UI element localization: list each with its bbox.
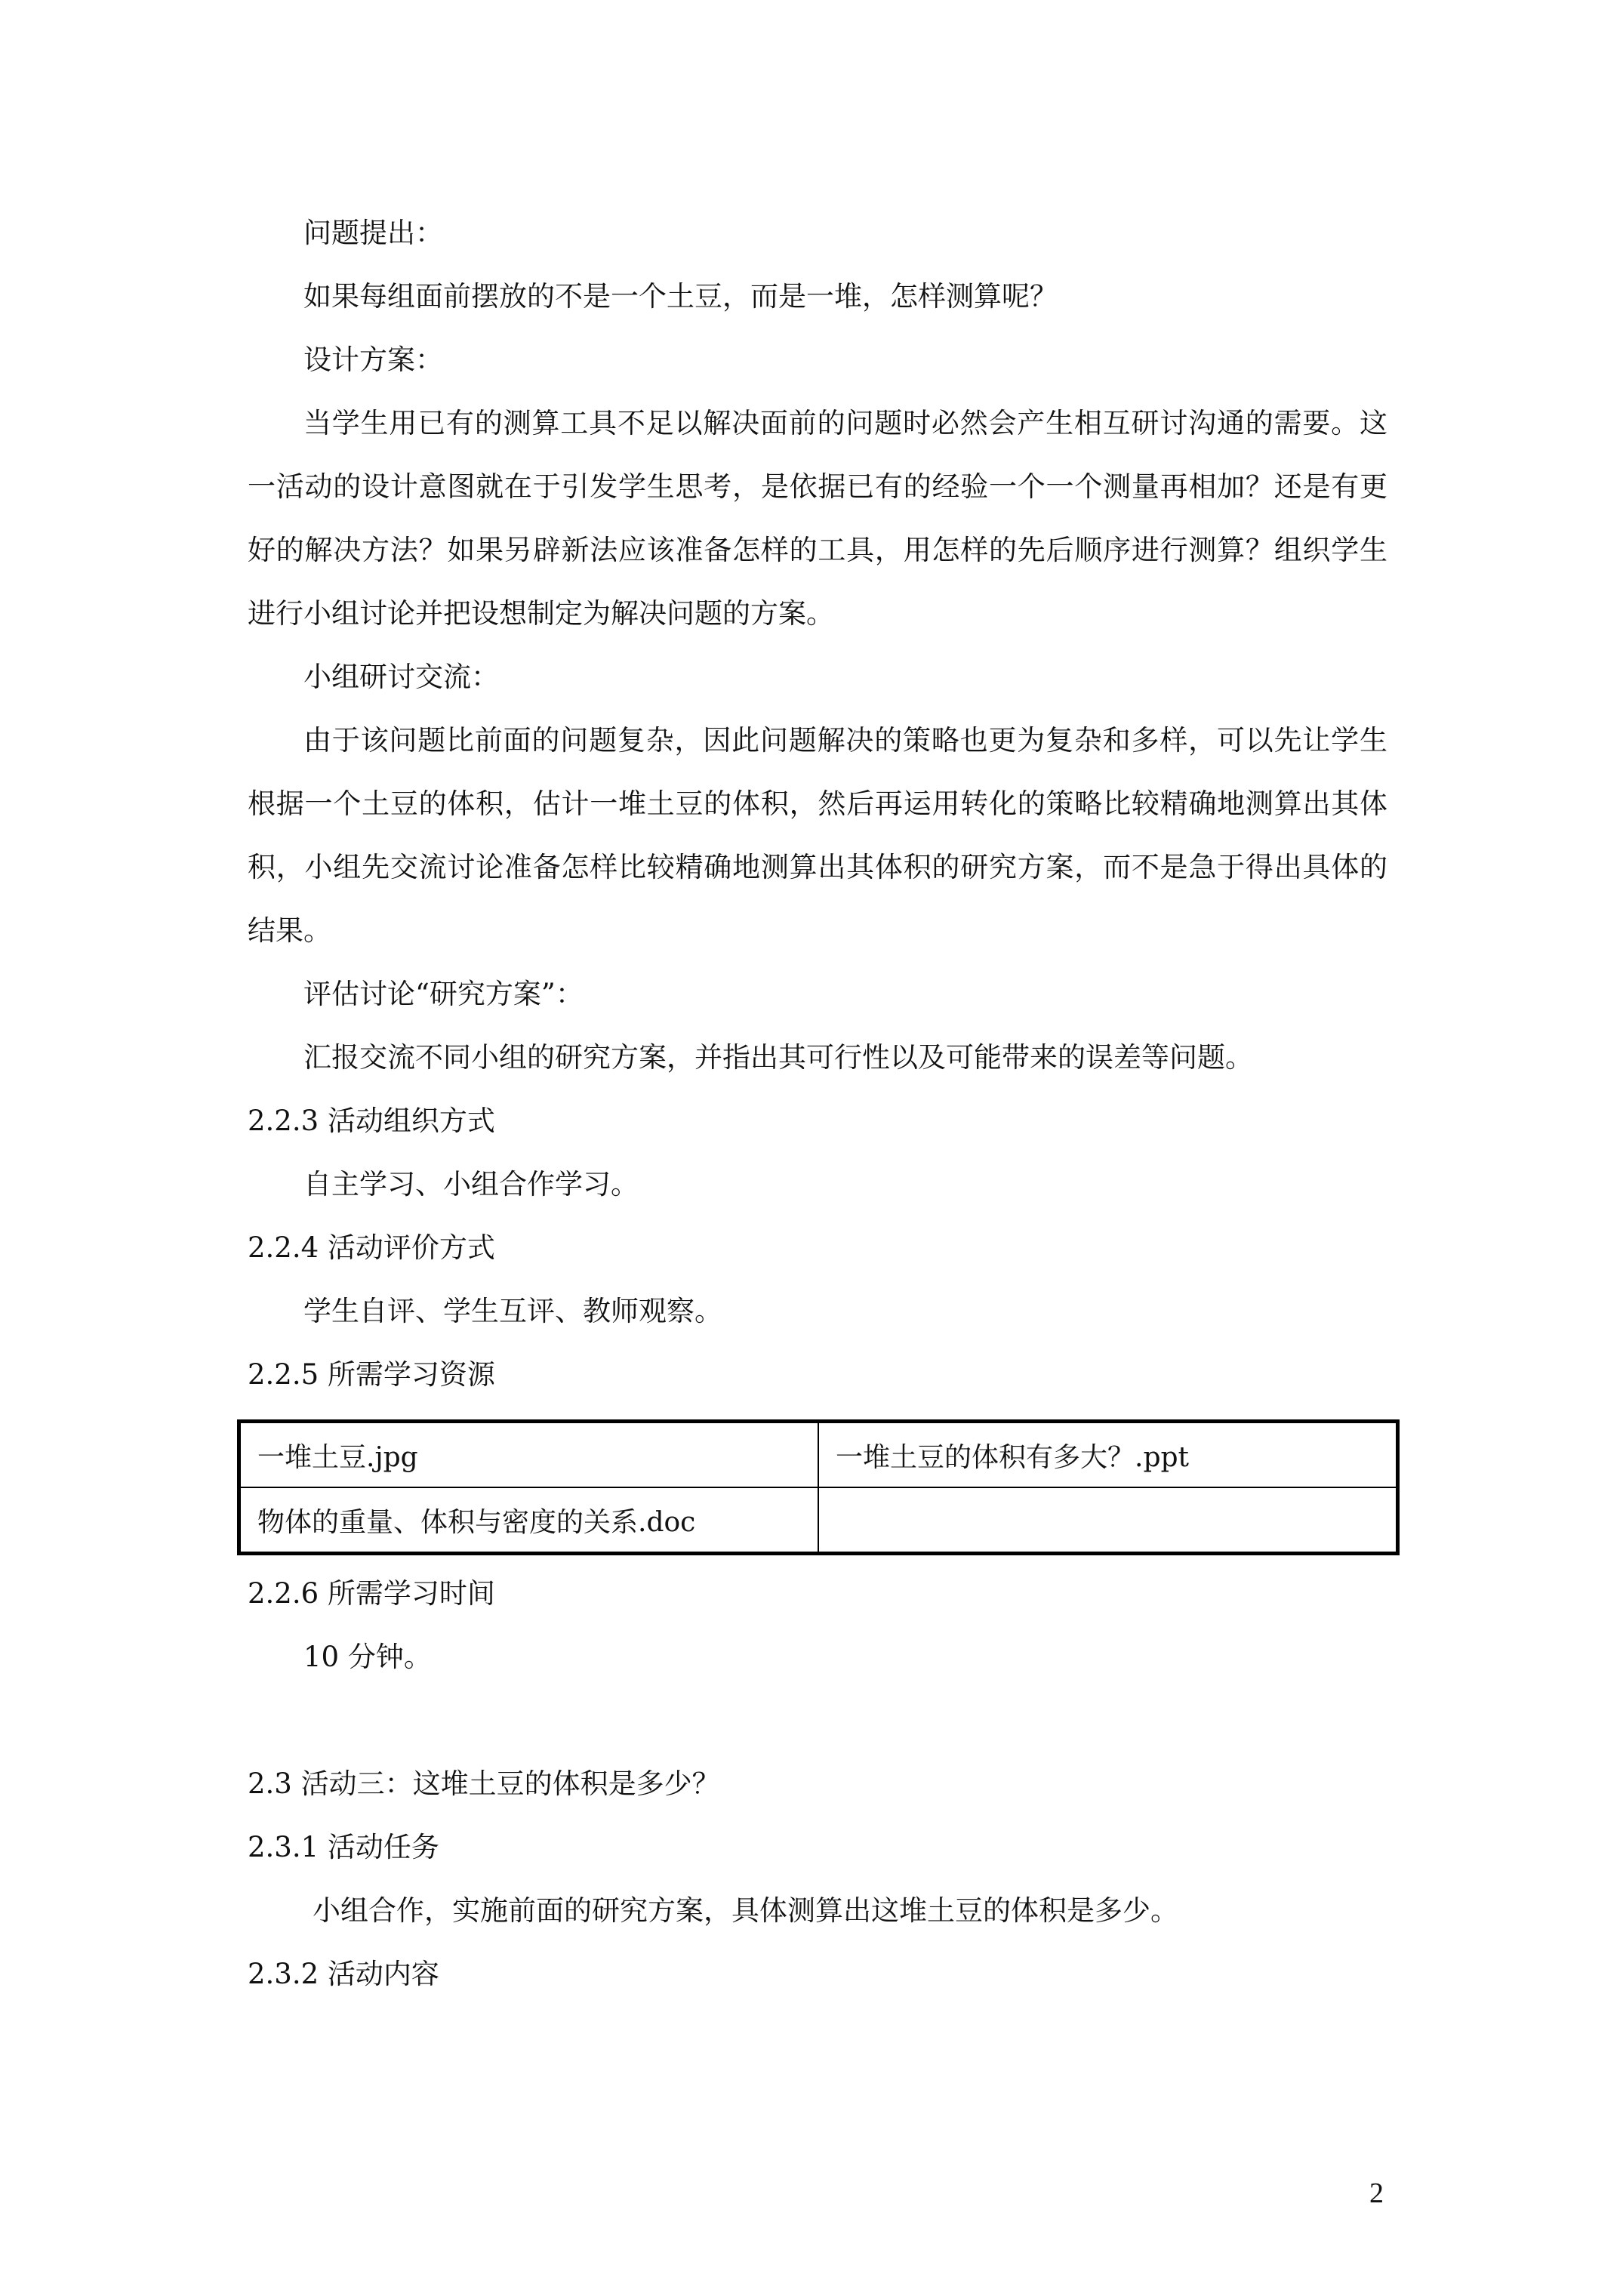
group-paragraph-line: 结果。: [248, 914, 331, 947]
section-heading-2-2-4: 2.2.4 活动评价方式: [248, 1231, 495, 1264]
section-text-2-2-6: 10 分钟。: [303, 1641, 432, 1673]
section-text-2-3-1: 小组合作，实施前面的研究方案，具体测算出这堆土豆的体积是多少。: [313, 1894, 1178, 1927]
design-heading: 设计方案：: [303, 344, 443, 376]
section-text-2-2-4: 学生自评、学生互评、教师观察。: [303, 1295, 722, 1327]
resources-table: [237, 1419, 1400, 1555]
section-heading-2-3-2: 2.3.2 活动内容: [248, 1958, 439, 1990]
design-paragraph-line: 进行小组讨论并把设想制定为解决问题的方案。: [248, 597, 834, 630]
design-paragraph-line: 当学生用已有的测算工具不足以解决面前的问题时必然会产生相互研讨沟通的需要。这: [303, 407, 1387, 439]
table-cell: 物体的重量、体积与密度的关系.doc: [239, 1487, 819, 1554]
question-heading: 问题提出：: [303, 217, 443, 249]
design-paragraph-line: 一活动的设计意图就在于引发学生思考，是依据已有的经验一个一个测量再相加？还是有更: [248, 470, 1387, 503]
section-heading-2-2-5: 2.2.5 所需学习资源: [248, 1358, 495, 1391]
group-paragraph-line: 由于该问题比前面的问题复杂，因此问题解决的策略也更为复杂和多样，可以先让学生: [303, 724, 1387, 757]
table-cell: 一堆土豆.jpg: [239, 1422, 819, 1488]
table-cell: [818, 1487, 1398, 1554]
group-paragraph-line: 根据一个土豆的体积，估计一堆土豆的体积，然后再运用转化的策略比较精确地测算出其体: [248, 787, 1387, 820]
table-row: [239, 1422, 1398, 1488]
design-paragraph-line: 好的解决方法？如果另辟新法应该准备怎样的工具，用怎样的先后顺序进行测算？组织学生: [248, 534, 1387, 566]
section-heading-2-2-6: 2.2.6 所需学习时间: [248, 1577, 495, 1610]
section-text-2-2-3: 自主学习、小组合作学习。: [303, 1168, 639, 1200]
table-row: [239, 1487, 1398, 1554]
question-text: 如果每组面前摆放的不是一个土豆，而是一堆，怎样测算呢？: [303, 280, 1058, 313]
group-heading: 小组研讨交流：: [303, 661, 499, 693]
table-cell: 一堆土豆的体积有多大？.ppt: [818, 1422, 1398, 1488]
evaluation-text: 汇报交流不同小组的研究方案，并指出其可行性以及可能带来的误差等问题。: [303, 1041, 1253, 1074]
section-heading-2-2-3: 2.2.3 活动组织方式: [248, 1105, 495, 1137]
group-paragraph-line: 积，小组先交流讨论准备怎样比较精确地测算出其体积的研究方案，而不是急于得出具体的: [248, 851, 1387, 883]
section-heading-2-3-1: 2.3.1 活动任务: [248, 1831, 439, 1863]
page-number: 2: [1369, 2177, 1384, 2209]
evaluation-heading: 评估讨论“研究方案”：: [303, 978, 584, 1010]
section-heading-2-3: 2.3 活动三：这堆土豆的体积是多少？: [248, 1767, 720, 1800]
